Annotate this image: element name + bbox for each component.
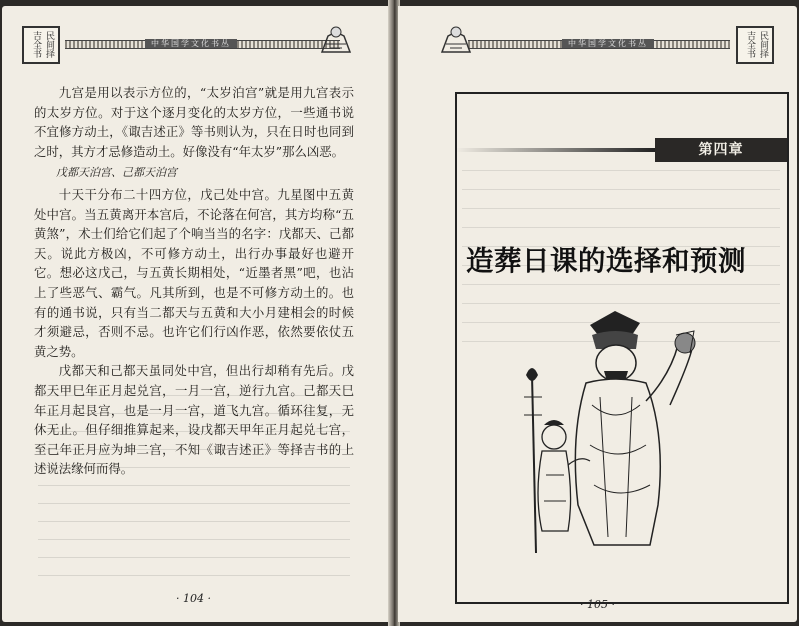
page-number-right: · 105 · xyxy=(580,598,615,611)
paragraph-3: 戊都天和己都天虽同处中宫，但出行却稍有先后。戊都天甲巳年正月起兑宫，一月一宫，逆行九宫。己都天巳年正月起艮宫，也是一月一宫，道飞九宫。循环往复，无休无止。但仔细推算起来，设戊都天甲年正月起兑七宫，至己年正月应为坤二宫，不知《诹吉述正》等择吉书的上述说法缘何而得。 xyxy=(34,363,354,477)
deity-illustration-icon xyxy=(520,305,710,555)
emblem-text-right: 民间择 xyxy=(758,31,768,58)
emblem-text-left: 吉全书 xyxy=(31,31,41,58)
paragraph-1: 九宫是用以表示方位的，“太岁泊宫”就是用九宫表示的太岁方位。对于这个逐月变化的太岁方位，一些通书说不宜修方动土，《诹吉述正》等书则认为，只在日时也同到之时，其方才忌修造动土。好像没有“年太岁”那么凶恶。 xyxy=(34,85,354,159)
header-title-right: 中华国学文化书丛 xyxy=(562,39,654,48)
emblem-text-right: 民间择 xyxy=(44,31,54,58)
series-emblem-left xyxy=(22,26,60,64)
section-subheading: 戊都天泊宫、己都天泊宫 xyxy=(56,166,177,180)
emblem-text-left: 吉全书 xyxy=(745,31,755,58)
header-title-left: 中华国学文化书丛 xyxy=(145,39,237,48)
page-number-left: · 104 · xyxy=(176,592,211,605)
paragraph-2: 十天干分布二十四方位，戊己处中宫。九星图中五黄处中宫。当五黄离开本宫后，不论落在何宫，其方均称“五黄煞”，术士们给它们起了个响当当的名字：戊都天、己都天。说此方极凶，不可修方动土，出行办事最好也避开它。想必这戊己，与五黄长期相处，“近墨者黑”吧，也沾上了些恶气、霸气。凡其所到，也是不可修方动土的。也有的通书说，只有当二都天与五黄和大小月建相会的时候才须避忌，否则不忌。也许它们行凶作恶，依然要依仗五黄之势。 xyxy=(34,186,354,359)
series-emblem-right xyxy=(736,26,774,64)
chapter-rule xyxy=(455,148,655,152)
chapter-label: 第四章 xyxy=(655,138,787,162)
header-figure-left-icon xyxy=(318,24,354,54)
header-figure-right-icon xyxy=(438,24,474,54)
bleed-through-texture xyxy=(38,395,350,585)
chapter-title: 造葬日课的选择和预测 xyxy=(466,245,746,277)
